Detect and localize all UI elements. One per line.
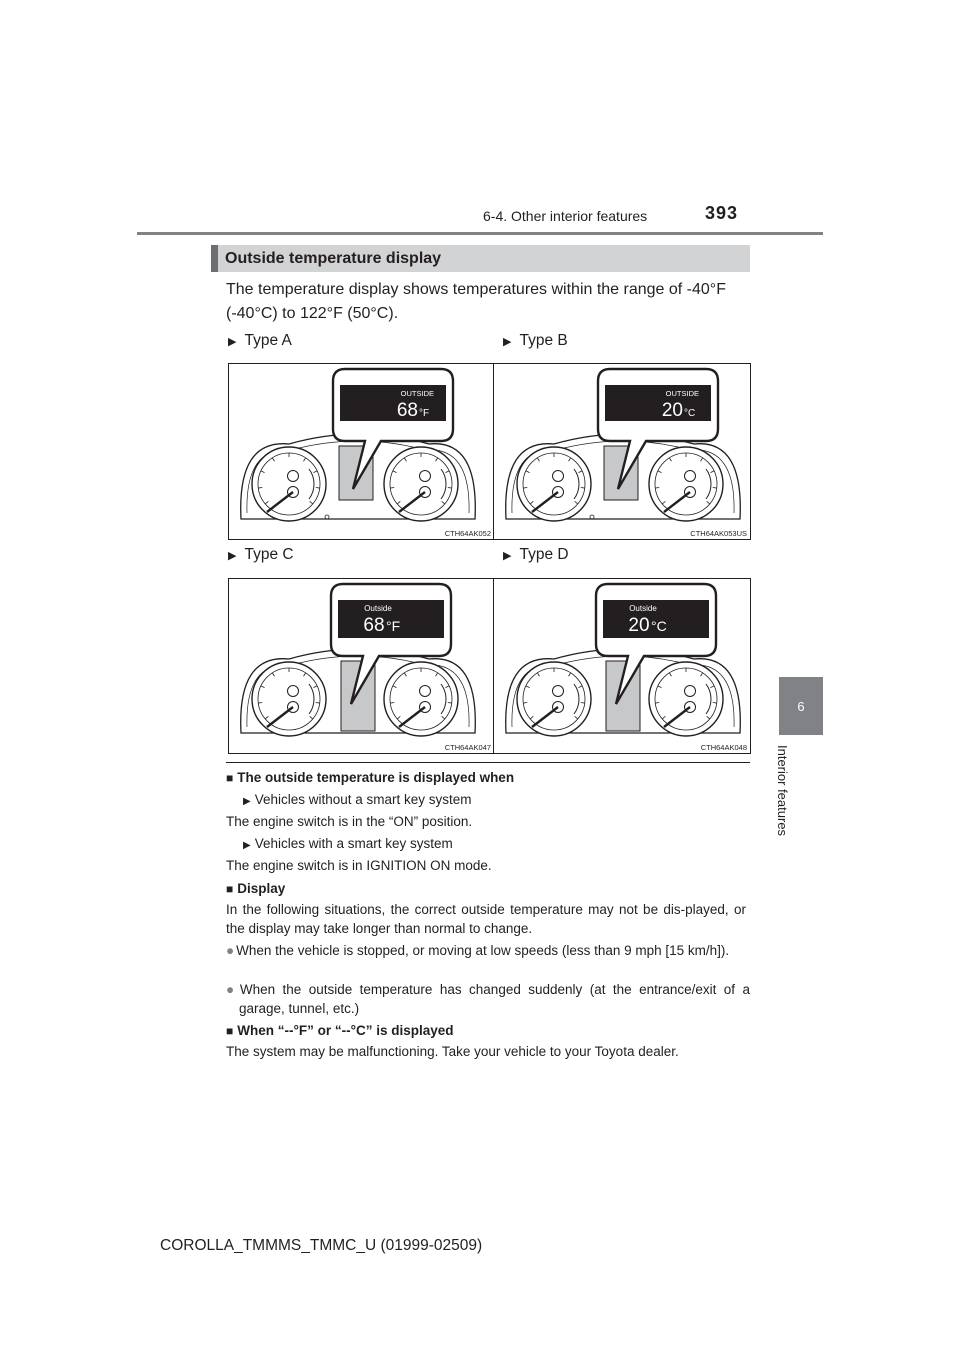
intro-text: [226, 278, 756, 326]
arrow-right-icon: ▶: [228, 550, 237, 562]
figure-label-d: ▶ Type D: [503, 546, 569, 563]
display-title-text: Outside: [364, 604, 392, 613]
left-gauge: [252, 447, 326, 521]
note-text-smart-key: The engine switch is in IGNITION ON mode.: [226, 858, 492, 873]
right-gauge: [384, 447, 458, 521]
instrument-cluster-illustration: [229, 364, 494, 539]
note-heading-malfunction: ■ When “--°F” or “--°C” is displayed: [226, 1023, 454, 1038]
left-gauge: [252, 662, 326, 736]
display-temperature-unit: °C: [684, 408, 696, 419]
note-bullet-low-speed: ● When the vehicle is stopped, or moving at low speeds (less than 9 mph [15 km/h]).: [226, 943, 730, 958]
circle-bullet-icon: ●: [226, 943, 235, 958]
figure-label-a: ▶ Type A: [228, 332, 292, 349]
display-title-text: OUTSIDE: [400, 389, 434, 398]
note-heading-display: ■ Display: [226, 881, 286, 896]
figure-type-a: [228, 363, 495, 540]
note-text-display: In the following situations, the correct outside temperature may not be dis-played, or the display may take longer than normal to change.: [226, 902, 746, 936]
footer-model-code: COROLLA_TMMMS_TMMC_U (01999-02509): [160, 1237, 483, 1254]
section-heading: Outside temperature display: [211, 245, 750, 272]
instrument-cluster-illustration: [494, 364, 750, 539]
header-rule: [137, 232, 823, 235]
note-bullet-sudden-change: ● When the outside temperature has changed suddenly (at the entrance/exit of a garage, tunnel, etc.): [226, 982, 750, 1016]
note-item-no-smart-key: ▶ Vehicles without a smart key system: [243, 792, 472, 807]
square-bullet-icon: ■: [226, 882, 234, 896]
display-title-text: Outside: [629, 604, 657, 613]
figure-code: CTH64AK053US: [690, 529, 747, 538]
circle-bullet-icon: ●: [226, 982, 238, 997]
right-gauge: [649, 447, 723, 521]
instrument-cluster-illustration: [229, 579, 494, 753]
square-bullet-icon: ■: [226, 771, 234, 785]
intro-line-2: (-40°C) to 122°F (50°C).: [226, 305, 399, 322]
left-gauge: [517, 662, 591, 736]
chapter-tab-label: Interior features: [775, 745, 790, 837]
arrow-right-icon: ▶: [243, 796, 251, 807]
figure-label-c: ▶ Type C: [228, 546, 294, 563]
section-rule: [226, 762, 750, 763]
arrow-right-icon: ▶: [503, 336, 512, 348]
display-temperature-value: 68: [396, 400, 418, 421]
square-bullet-icon: ■: [226, 1024, 234, 1038]
instrument-cluster-illustration: [494, 579, 750, 753]
figure-type-c: [228, 578, 495, 754]
intro-line-1: The temperature display shows temperatures within the range of -40°F: [226, 281, 726, 298]
figure-type-b: [493, 363, 751, 540]
right-gauge: [384, 662, 458, 736]
arrow-right-icon: ▶: [243, 840, 251, 851]
display-temperature-value: 20: [661, 400, 683, 421]
figure-code: CTH64AK052: [444, 529, 491, 538]
figure-code: CTH64AK047: [444, 743, 491, 752]
figure-type-d: [493, 578, 751, 754]
display-temperature-unit: °F: [419, 408, 430, 419]
arrow-right-icon: ▶: [503, 550, 512, 562]
note-item-smart-key: ▶ Vehicles with a smart key system: [243, 836, 453, 851]
display-temperature-value: 20: [628, 615, 650, 636]
display-temperature-unit: °C: [651, 618, 667, 634]
note-heading-displayed-when: ■ The outside temperature is displayed when: [226, 770, 515, 785]
arrow-right-icon: ▶: [228, 336, 237, 348]
left-gauge: [517, 447, 591, 521]
chapter-section-title: 6-4. Other interior features: [483, 208, 648, 224]
chapter-tab: 6: [779, 677, 823, 735]
display-temperature-unit: °F: [386, 618, 401, 634]
figure-code: CTH64AK048: [700, 743, 747, 752]
note-text-no-smart-key: The engine switch is in the “ON” position.: [226, 814, 473, 829]
note-text-malfunction: The system may be malfunctioning. Take your vehicle to your Toyota dealer.: [226, 1044, 679, 1059]
right-gauge: [649, 662, 723, 736]
page-number: 393: [705, 203, 739, 223]
display-title-text: OUTSIDE: [665, 389, 699, 398]
display-temperature-value: 68: [363, 615, 385, 636]
figure-label-b: ▶ Type B: [503, 332, 568, 349]
